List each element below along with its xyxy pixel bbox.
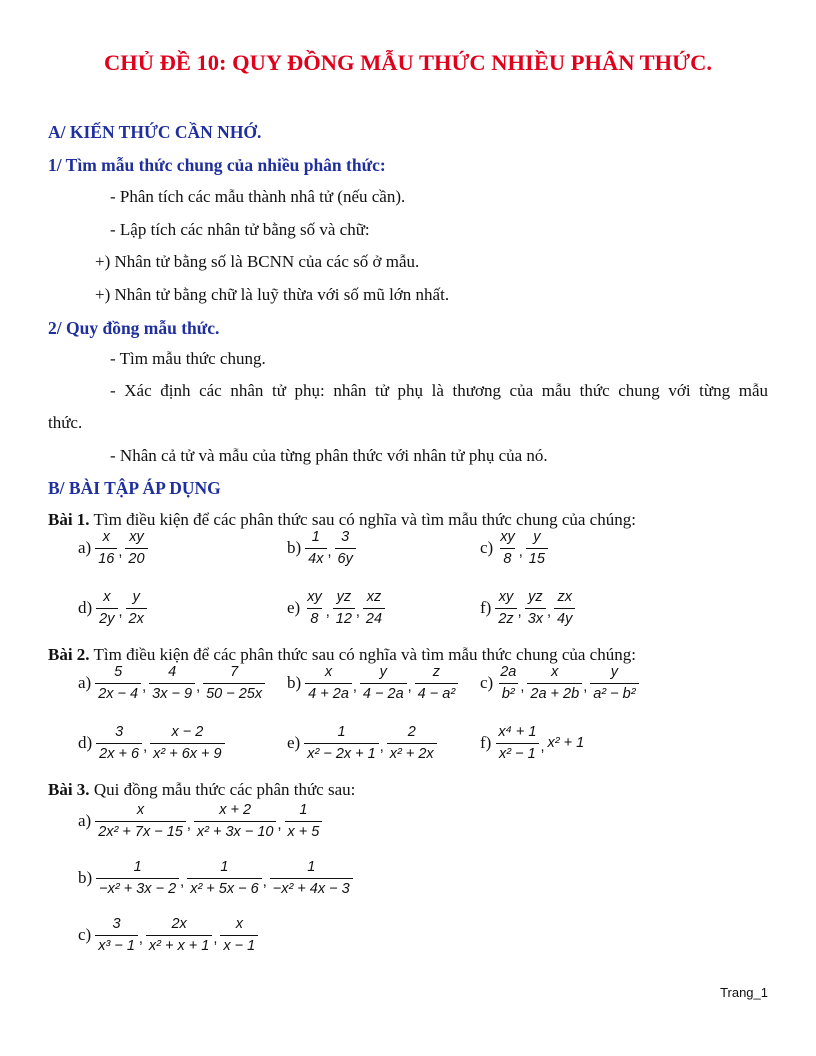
numerator: y	[132, 589, 140, 605]
exercise-1-label: Bài 1.	[48, 510, 90, 529]
item-label: a)	[78, 673, 92, 692]
comma-separator: ,	[118, 544, 123, 560]
denominator: 4x	[305, 548, 326, 567]
numerator: x + 2	[219, 802, 252, 818]
comma-separator: ,	[352, 679, 357, 695]
comma-separator: ,	[540, 739, 545, 755]
fraction	[95, 917, 138, 953]
denominator: 2z	[495, 608, 516, 627]
denominator: x² + 3x − 10	[194, 821, 277, 840]
denominator: b²	[499, 683, 518, 702]
item-label: f)	[480, 733, 492, 752]
fraction	[497, 665, 519, 701]
fraction	[125, 530, 147, 566]
numerator: 1	[220, 859, 229, 875]
fraction	[304, 725, 379, 761]
item-label: e)	[287, 733, 301, 752]
comma-separator: ,	[379, 739, 384, 755]
numerator: 3	[112, 916, 121, 932]
exercise-item	[480, 530, 548, 566]
denominator: x² + 2x	[387, 743, 437, 762]
numerator: z	[432, 664, 441, 680]
sub1-item: - Lập tích các nhân tử bằng số và chữ:	[110, 220, 370, 239]
numerator: 3	[341, 529, 350, 545]
numerator: zx	[557, 589, 572, 605]
comma-separator: ,	[355, 604, 360, 620]
item-label: c)	[480, 538, 494, 557]
item-label: f)	[480, 598, 492, 617]
numerator: xy	[500, 529, 515, 545]
fraction	[304, 590, 325, 626]
item-label: d)	[78, 598, 93, 617]
fraction	[96, 860, 179, 896]
fraction	[305, 665, 352, 701]
sub1-item: +) Nhân tử bằng số là BCNN của các số ở mẫu.	[95, 252, 420, 271]
sub2-item: thức.	[48, 413, 83, 432]
item-label: b)	[287, 673, 302, 692]
denominator: 6y	[335, 548, 356, 567]
denominator: 50 − 25x	[203, 683, 265, 702]
section-b-heading: B/ BÀI TẬP ÁP DỤNG	[48, 478, 221, 498]
fraction	[590, 665, 638, 701]
exercise-item	[78, 590, 147, 626]
exercise-item	[287, 665, 458, 701]
exercise-3-text: Qui đồng mẫu thức các phân thức sau:	[89, 780, 356, 799]
exercise-1-text: Tìm điều kiện để các phân thức sau có nghĩa và tìm mẫu thức chung của chúng:	[89, 510, 636, 529]
fraction	[270, 860, 353, 896]
numerator: x	[551, 664, 559, 680]
fraction	[96, 590, 117, 626]
item-label: e)	[287, 598, 301, 617]
fraction	[149, 665, 195, 701]
numerator: x	[324, 664, 333, 680]
denominator: x² − 1	[496, 743, 539, 762]
fraction	[495, 590, 516, 626]
section-a-heading: A/ KIẾN THỨC CẦN NHỚ.	[48, 122, 262, 142]
comma-separator: ,	[180, 874, 185, 890]
item-label: a)	[78, 538, 92, 557]
comma-separator: ,	[186, 817, 191, 833]
comma-separator: ,	[213, 931, 218, 947]
subsection-1-heading: 1/ Tìm mẫu thức chung của nhiều phân thức:	[48, 155, 386, 175]
comma-separator: ,	[583, 679, 588, 695]
numerator: x	[102, 529, 110, 545]
fraction	[95, 803, 186, 839]
sub1-item: +) Nhân tử bằng chữ là luỹ thừa với số mũ lớn nhất.	[95, 285, 450, 304]
numerator: 7	[230, 664, 239, 680]
sub2-item: - Xác định các nhân tử phụ: nhân tử phụ là thương của mẫu thức chung với từng mẫu	[110, 381, 768, 400]
comma-separator: ,	[196, 679, 201, 695]
fraction	[126, 590, 147, 626]
comma-separator: ,	[118, 604, 123, 620]
denominator: 2x	[126, 608, 147, 627]
fraction	[285, 803, 323, 839]
fraction	[95, 530, 117, 566]
denominator: 2x + 6	[96, 743, 142, 762]
sub2-item: - Tìm mẫu thức chung.	[110, 349, 266, 368]
item-label: b)	[287, 538, 302, 557]
fraction	[305, 530, 326, 566]
numerator: 4	[168, 664, 177, 680]
comma-separator: ,	[138, 931, 143, 947]
denominator: x² + 5x − 6	[187, 878, 262, 897]
subsection-2-heading: 2/ Quy đồng mẫu thức.	[48, 318, 220, 338]
denominator: 2y	[96, 608, 117, 627]
numerator: xy	[129, 529, 144, 545]
denominator: 4 − a²	[415, 683, 458, 702]
fraction	[495, 725, 539, 761]
denominator: 8	[500, 548, 514, 567]
exercise-2-prompt	[48, 645, 636, 665]
fraction	[415, 665, 458, 701]
denominator: −x² + 4x − 3	[270, 878, 353, 897]
fraction	[96, 725, 142, 761]
comma-separator: ,	[407, 679, 412, 695]
denominator: −x² + 3x − 2	[96, 878, 179, 897]
comma-separator: ,	[262, 874, 267, 890]
fraction	[333, 590, 355, 626]
denominator: 20	[125, 548, 147, 567]
exercise-2-label: Bài 2.	[48, 645, 90, 664]
comma-separator: ,	[325, 604, 330, 620]
denominator: a² − b²	[590, 683, 638, 702]
denominator: 4y	[554, 608, 575, 627]
item-label: c)	[78, 925, 92, 944]
numerator: xy	[307, 589, 322, 605]
page-title: CHỦ ĐỀ 10: QUY ĐỒNG MẪU THỨC NHIỀU PHÂN THỨC.	[104, 50, 712, 75]
numerator: 3	[115, 724, 124, 740]
denominator: 4 + 2a	[305, 683, 352, 702]
fraction	[194, 803, 277, 839]
exercise-3-label: Bài 3.	[48, 780, 90, 799]
denominator: 12	[333, 608, 355, 627]
item-label: a)	[78, 811, 92, 830]
denominator: 15	[526, 548, 548, 567]
numerator: xy	[498, 589, 514, 605]
exercise-item	[78, 530, 148, 566]
numerator: y	[379, 664, 387, 680]
denominator: 24	[363, 608, 385, 627]
comma-separator: ,	[518, 544, 523, 560]
exercise-2-text: Tìm điều kiện để các phân thức sau có nghĩa và tìm mẫu thức chung của chúng:	[89, 645, 636, 664]
numerator: 1	[311, 529, 320, 545]
fraction	[497, 530, 518, 566]
exercise-item	[287, 725, 437, 761]
denominator: 4 − 2a	[360, 683, 407, 702]
denominator: 2x − 4	[95, 683, 141, 702]
exercise-item	[287, 590, 385, 626]
fraction	[363, 590, 385, 626]
fraction	[360, 665, 407, 701]
exercise-item	[480, 665, 639, 701]
numerator: 1	[307, 859, 316, 875]
comma-separator: ,	[143, 739, 148, 755]
expression: x² + 1	[547, 735, 585, 751]
numerator: 1	[299, 802, 308, 818]
denominator: 8	[307, 608, 321, 627]
exercise-item	[78, 803, 322, 839]
denominator: 3x	[525, 608, 546, 627]
exercise-item	[480, 590, 575, 626]
denominator: x³ − 1	[95, 935, 138, 954]
numerator: x − 2	[171, 724, 204, 740]
exercise-1-prompt	[48, 510, 636, 530]
numerator: x	[136, 802, 145, 818]
fraction	[387, 725, 437, 761]
denominator: 2x² + 7x − 15	[95, 821, 186, 840]
numerator: yz	[336, 589, 352, 605]
sub1-item: - Phân tích các mẫu thành nhâ tử (nếu cần).	[110, 187, 406, 206]
denominator: x² − 2x + 1	[304, 743, 379, 762]
fraction	[187, 860, 262, 896]
exercise-item	[78, 917, 258, 953]
comma-separator: ,	[547, 604, 552, 620]
denominator: x² + x + 1	[146, 935, 212, 954]
comma-separator: ,	[327, 544, 332, 560]
numerator: 1	[133, 859, 142, 875]
exercise-item	[480, 725, 584, 761]
fraction	[335, 530, 356, 566]
exercise-3-prompt	[48, 780, 355, 800]
numerator: x	[235, 916, 243, 932]
numerator: yz	[528, 589, 543, 605]
numerator: x⁴ + 1	[498, 724, 537, 740]
comma-separator: ,	[277, 817, 282, 833]
denominator: 2a + 2b	[527, 683, 582, 702]
exercise-item	[78, 725, 225, 761]
fraction	[220, 917, 258, 953]
numerator: y	[610, 664, 618, 680]
numerator: xz	[366, 589, 382, 605]
fraction	[554, 590, 575, 626]
comma-separator: ,	[142, 679, 147, 695]
exercise-item	[287, 530, 356, 566]
denominator: x + 5	[285, 821, 323, 840]
numerator: y	[533, 529, 541, 545]
denominator: 3x − 9	[149, 683, 195, 702]
fraction	[146, 917, 212, 953]
item-label: b)	[78, 868, 93, 887]
denominator: 16	[95, 548, 117, 567]
fraction	[150, 725, 225, 761]
comma-separator: ,	[520, 679, 525, 695]
exercise-item	[78, 860, 353, 896]
fraction	[95, 665, 141, 701]
numerator: 5	[114, 664, 123, 680]
fraction	[526, 530, 548, 566]
exercise-item	[78, 665, 265, 701]
comma-separator: ,	[517, 604, 522, 620]
numerator: 2a	[500, 664, 517, 680]
fraction	[203, 665, 265, 701]
denominator: x² + 6x + 9	[150, 743, 225, 762]
numerator: 1	[337, 724, 346, 740]
sub2-item: - Nhân cả tử và mẫu của từng phân thức với nhân tử phụ của nó.	[110, 446, 548, 465]
numerator: 2x	[171, 916, 187, 932]
page-number: Trang_1	[720, 985, 768, 1000]
numerator: 2	[407, 724, 416, 740]
fraction	[527, 665, 582, 701]
fraction	[525, 590, 546, 626]
denominator: x − 1	[220, 935, 258, 954]
item-label: d)	[78, 733, 93, 752]
item-label: c)	[480, 673, 494, 692]
numerator: x	[103, 589, 111, 605]
